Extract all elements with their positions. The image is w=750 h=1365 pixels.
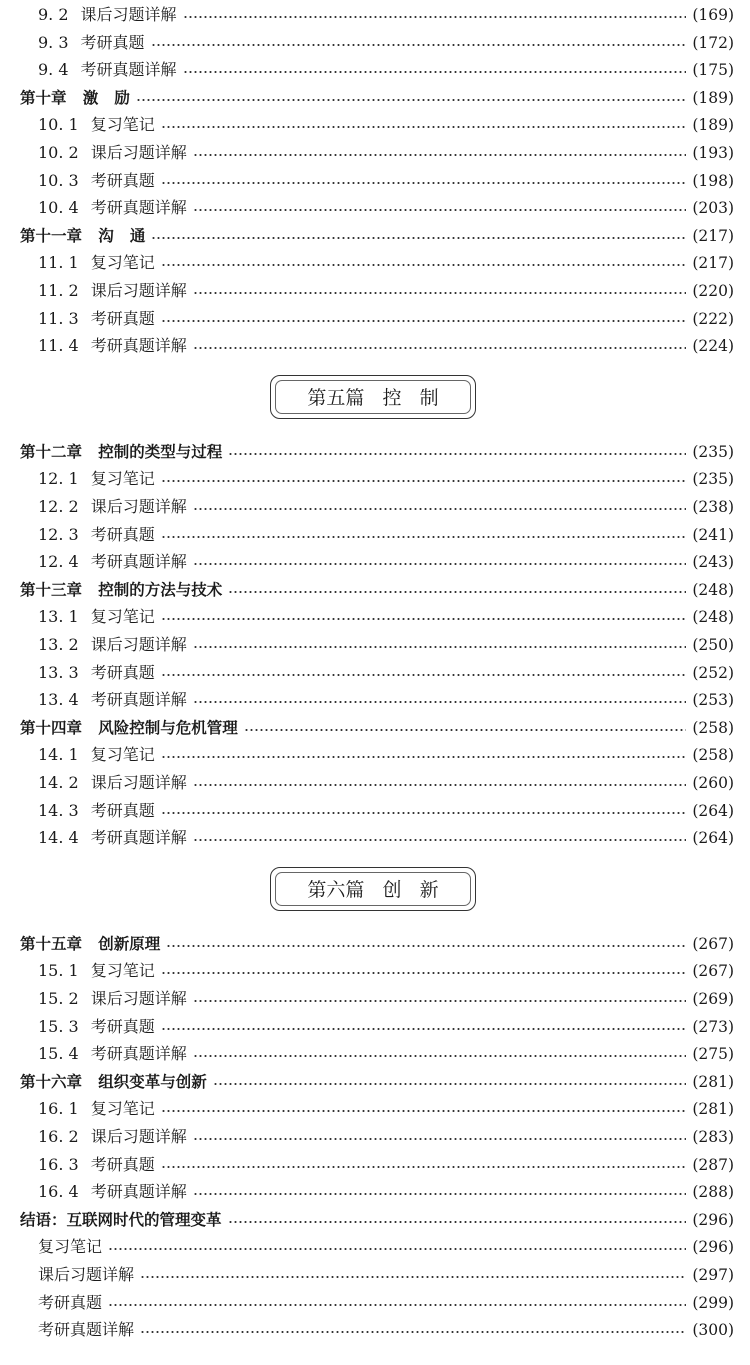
- page-number: (203): [692, 199, 734, 218]
- entry-label: 课后习题详解: [90, 635, 187, 654]
- entry-label: 复习笔记: [90, 1099, 155, 1119]
- dot-leader: [193, 292, 687, 294]
- entry-number: 10. 3: [38, 170, 79, 190]
- entry-number: 13. 1: [38, 607, 79, 627]
- entry-number: 11. 4: [38, 336, 79, 356]
- dot-leader: [244, 729, 687, 731]
- entry-number: 9. 3: [38, 32, 69, 52]
- entry-number: 11. 1: [38, 253, 79, 273]
- dot-leader: [183, 71, 687, 73]
- entry-label: 考研真题: [90, 800, 155, 820]
- toc-section-entry: [0, 1152, 750, 1178]
- entry-number: 13. 4: [38, 690, 79, 710]
- toc-section-entry: [0, 660, 750, 686]
- page-number: (300): [692, 1321, 734, 1340]
- entry-label: 课后习题详解: [80, 5, 177, 24]
- entry-title: [38, 660, 155, 686]
- entry-title: [38, 632, 187, 658]
- entry-number: 10. 2: [38, 143, 79, 162]
- entry-title: [38, 168, 155, 194]
- page-number: (281): [692, 1072, 734, 1091]
- entry-title: [38, 986, 187, 1012]
- entry-label: 考研真题: [90, 308, 155, 328]
- page-number: (264): [692, 829, 734, 848]
- toc-chapter-entry: [0, 577, 750, 603]
- entry-label: 考研真题详解: [80, 60, 177, 80]
- entry-title: [38, 604, 155, 630]
- page-number: (238): [692, 498, 734, 516]
- entry-number: 16. 1: [38, 1099, 79, 1119]
- entry-title: [20, 85, 130, 111]
- toc-chapter-entry: [0, 1207, 750, 1233]
- entry-title: [38, 1041, 187, 1067]
- entry-title: [38, 333, 187, 359]
- entry-label: 考研真题详解: [90, 552, 187, 572]
- page-number: (260): [692, 774, 734, 792]
- entry-label: 课后习题详解: [90, 497, 187, 516]
- entry-title: [38, 549, 187, 575]
- page-number: (287): [692, 1155, 734, 1174]
- entry-title: [38, 825, 187, 851]
- dot-leader: [193, 1138, 687, 1140]
- entry-number: 11. 2: [38, 281, 79, 300]
- dot-leader: [151, 44, 687, 46]
- toc-section-entry: [0, 2, 750, 28]
- part-title: 第六篇 创 新: [307, 879, 439, 902]
- entry-label: 考研真题: [90, 1016, 155, 1036]
- page-number: (175): [692, 61, 734, 80]
- entry-title: [20, 1069, 207, 1095]
- page-number: (217): [692, 226, 734, 245]
- entry-number: 14. 2: [38, 773, 79, 792]
- entry-label: 考研真题: [90, 524, 155, 544]
- page-number: (252): [692, 663, 734, 682]
- entry-title: [38, 57, 177, 83]
- entry-title: [20, 439, 222, 465]
- toc-section-entry: [0, 770, 750, 796]
- entry-title: [38, 798, 155, 824]
- dot-leader: [108, 1248, 686, 1250]
- dot-leader: [161, 972, 687, 974]
- toc-section-entry: [0, 466, 750, 492]
- entry-title: [38, 1152, 155, 1178]
- entry-title: [38, 278, 187, 304]
- entry-title: [38, 494, 187, 520]
- page-number: (296): [692, 1210, 734, 1229]
- toc-section-entry: [0, 57, 750, 83]
- entry-label: 课后习题详解: [90, 989, 187, 1008]
- toc-chapter-entry: [0, 439, 750, 465]
- part-title: 第五篇 控 制: [307, 387, 439, 410]
- entry-title: [20, 223, 145, 249]
- page-number: (296): [692, 1238, 734, 1257]
- dot-leader: [228, 1221, 687, 1223]
- entry-number: 10. 1: [38, 115, 79, 135]
- entry-label: 考研真题详解: [90, 828, 187, 848]
- dot-leader: [193, 154, 687, 156]
- dot-leader: [161, 536, 687, 538]
- page-number: (283): [692, 1128, 734, 1146]
- toc-chapter-entry: [0, 85, 750, 111]
- dot-leader: [136, 99, 686, 101]
- entry-label: 课后习题详解: [38, 1265, 135, 1284]
- entry-number: 15. 3: [38, 1016, 79, 1036]
- dot-leader: [193, 701, 687, 703]
- dot-leader: [161, 264, 687, 266]
- entry-label: 复习笔记: [90, 961, 155, 981]
- dot-leader: [140, 1276, 686, 1278]
- toc-chapter-entry: [0, 931, 750, 957]
- toc-section-entry: [0, 140, 750, 166]
- dot-leader: [161, 320, 687, 322]
- entry-title: [38, 2, 177, 28]
- page-number: (243): [692, 553, 734, 572]
- dot-leader: [193, 563, 687, 565]
- dot-leader: [166, 945, 686, 947]
- toc-chapter-entry: [0, 715, 750, 741]
- dot-leader: [161, 1110, 687, 1112]
- entry-label: 课后习题详解: [90, 773, 187, 792]
- entry-number: 12. 4: [38, 552, 79, 572]
- entry-title: [38, 195, 187, 221]
- page-number: (299): [692, 1293, 734, 1312]
- entry-number: 15. 2: [38, 989, 79, 1008]
- entry-title: [38, 306, 155, 332]
- entry-label: 第十四章 风险控制与危机管理: [20, 718, 238, 737]
- toc-section-entry: [0, 1290, 750, 1316]
- page-number: (248): [692, 580, 734, 599]
- entry-label: 复习笔记: [90, 253, 155, 273]
- entry-label: 复习笔记: [90, 745, 155, 765]
- page-number: (269): [692, 990, 734, 1008]
- toc-section-entry: [0, 522, 750, 548]
- toc-section-entry: [0, 333, 750, 359]
- page-number: (264): [692, 801, 734, 820]
- page-number: (235): [692, 470, 734, 489]
- entry-number: 10. 4: [38, 198, 79, 218]
- toc-section-entry: [0, 1124, 750, 1150]
- toc-section-entry: [0, 30, 750, 56]
- entry-label: 复习笔记: [90, 115, 155, 135]
- page-number: (189): [692, 116, 734, 135]
- toc-section-entry: [0, 549, 750, 575]
- entry-title: [20, 1207, 222, 1233]
- entry-label: 第十五章 创新原理: [20, 934, 161, 953]
- entry-title: [38, 1096, 155, 1122]
- toc-section-entry: [0, 1179, 750, 1205]
- dot-leader: [108, 1304, 686, 1306]
- page-number: (169): [692, 6, 734, 24]
- entry-number: 12. 2: [38, 497, 79, 516]
- page-number: (198): [692, 171, 734, 190]
- page-number: (250): [692, 636, 734, 654]
- toc-section-entry: [0, 1041, 750, 1067]
- entry-label: 课后习题详解: [90, 143, 187, 162]
- dot-leader: [193, 784, 687, 786]
- entry-title: [20, 931, 160, 957]
- entry-label: 课后习题详解: [90, 281, 187, 300]
- page-number: (267): [692, 934, 734, 953]
- entry-number: 12. 3: [38, 524, 79, 544]
- entry-title: [38, 1179, 187, 1205]
- toc-section-entry: [0, 742, 750, 768]
- entry-number: 16. 4: [38, 1182, 79, 1202]
- entry-label: 第十三章 控制的方法与技术: [20, 580, 223, 599]
- toc-section-entry: [0, 1234, 750, 1260]
- part-heading: [270, 867, 476, 911]
- page-number: (253): [692, 691, 734, 710]
- page-number: (193): [692, 144, 734, 162]
- entry-label: 课后习题详解: [90, 1127, 187, 1146]
- entry-number: 16. 3: [38, 1154, 79, 1174]
- dot-leader: [193, 1000, 687, 1002]
- page-number: (222): [692, 309, 734, 328]
- entry-number: 9. 2: [38, 5, 69, 24]
- entry-number: 15. 1: [38, 961, 79, 981]
- dot-leader: [183, 16, 687, 18]
- entry-number: 14. 1: [38, 745, 79, 765]
- entry-label: 复习笔记: [38, 1237, 103, 1257]
- entry-label: 第十六章 组织变革与创新: [20, 1072, 207, 1091]
- entry-label: 考研真题详解: [90, 690, 187, 710]
- entry-label: 考研真题: [80, 32, 145, 52]
- dot-leader: [193, 209, 687, 211]
- dot-leader: [161, 1028, 687, 1030]
- entry-title: [38, 1262, 134, 1288]
- entry-number: 14. 4: [38, 828, 79, 848]
- toc-section-entry: [0, 278, 750, 304]
- entry-number: 13. 3: [38, 662, 79, 682]
- entry-title: [38, 958, 155, 984]
- entry-label: 考研真题: [90, 1154, 155, 1174]
- toc-section-entry: [0, 306, 750, 332]
- page-number: (267): [692, 962, 734, 981]
- page-number: (258): [692, 718, 734, 737]
- toc-chapter-entry: [0, 223, 750, 249]
- dot-leader: [161, 756, 687, 758]
- toc-section-entry: [0, 798, 750, 824]
- dot-leader: [140, 1331, 686, 1333]
- page-number: (281): [692, 1100, 734, 1119]
- entry-label: 复习笔记: [90, 469, 155, 489]
- entry-number: 13. 2: [38, 635, 79, 654]
- entry-title: [38, 1014, 155, 1040]
- entry-label: 考研真题: [38, 1292, 103, 1312]
- dot-leader: [228, 591, 686, 593]
- entry-label: 考研真题详解: [38, 1320, 135, 1340]
- dot-leader: [193, 1193, 687, 1195]
- dot-leader: [161, 618, 687, 620]
- entry-title: [20, 577, 222, 603]
- toc-section-entry: [0, 494, 750, 520]
- dot-leader: [193, 347, 687, 349]
- entry-title: [38, 250, 155, 276]
- entry-title: [38, 112, 155, 138]
- entry-title: [38, 1124, 187, 1150]
- entry-label: 第十二章 控制的类型与过程: [20, 442, 223, 461]
- page-number: (224): [692, 337, 734, 356]
- toc-section-entry: [0, 112, 750, 138]
- entry-label: 考研真题: [90, 170, 155, 190]
- dot-leader: [193, 508, 687, 510]
- entry-label: 第十章 激 励: [20, 88, 130, 107]
- entry-label: 考研真题: [90, 662, 155, 682]
- toc-section-entry: [0, 604, 750, 630]
- toc-section-entry: [0, 986, 750, 1012]
- page-number: (275): [692, 1045, 734, 1064]
- page-number: (189): [692, 88, 734, 107]
- page-number: (220): [692, 282, 734, 300]
- dot-leader: [161, 1166, 687, 1168]
- page-number: (248): [692, 608, 734, 627]
- entry-label: 第十一章 沟 通: [20, 226, 146, 245]
- entry-label: 考研真题详解: [90, 336, 187, 356]
- entry-label: 复习笔记: [90, 607, 155, 627]
- dot-leader: [161, 812, 687, 814]
- page-number: (273): [692, 1017, 734, 1036]
- entry-title: [38, 140, 187, 166]
- toc-section-entry: [0, 250, 750, 276]
- entry-title: [38, 1290, 102, 1316]
- dot-leader: [193, 839, 687, 841]
- dot-leader: [193, 646, 687, 648]
- entry-title: [20, 715, 238, 741]
- entry-title: [38, 30, 145, 56]
- entry-number: 15. 4: [38, 1044, 79, 1064]
- dot-leader: [228, 453, 686, 455]
- toc-section-entry: [0, 1096, 750, 1122]
- page-number: (217): [692, 254, 734, 273]
- entry-number: 11. 3: [38, 308, 79, 328]
- toc-section-entry: [0, 958, 750, 984]
- dot-leader: [161, 674, 687, 676]
- toc-section-entry: [0, 825, 750, 851]
- toc-section-entry: [0, 1014, 750, 1040]
- entry-label: 考研真题详解: [90, 1044, 187, 1064]
- entry-number: 9. 4: [38, 60, 69, 80]
- entry-title: [38, 770, 187, 796]
- entry-title: [38, 1234, 102, 1260]
- part-heading: [270, 375, 476, 419]
- entry-label: 结语：互联网时代的管理变革: [20, 1210, 222, 1229]
- toc-section-entry: [0, 687, 750, 713]
- entry-label: 考研真题详解: [90, 198, 187, 218]
- toc-section-entry: [0, 168, 750, 194]
- toc-section-entry: [0, 1317, 750, 1343]
- toc-section-entry: [0, 195, 750, 221]
- page-number: (241): [692, 525, 734, 544]
- entry-title: [38, 1317, 134, 1343]
- entry-number: 14. 3: [38, 800, 79, 820]
- page-number: (258): [692, 746, 734, 765]
- entry-title: [38, 687, 187, 713]
- entry-number: 12. 1: [38, 469, 79, 489]
- entry-title: [38, 742, 155, 768]
- dot-leader: [213, 1083, 687, 1085]
- entry-title: [38, 466, 155, 492]
- dot-leader: [161, 126, 687, 128]
- page-number: (288): [692, 1183, 734, 1202]
- dot-leader: [151, 237, 686, 239]
- page-number: (297): [692, 1266, 734, 1284]
- entry-label: 考研真题详解: [90, 1182, 187, 1202]
- entry-number: 16. 2: [38, 1127, 79, 1146]
- dot-leader: [161, 480, 687, 482]
- dot-leader: [193, 1055, 687, 1057]
- toc-section-entry: [0, 1262, 750, 1288]
- page-number: (235): [692, 442, 734, 461]
- page-number: (172): [692, 33, 734, 52]
- entry-title: [38, 522, 155, 548]
- toc-chapter-entry: [0, 1069, 750, 1095]
- dot-leader: [161, 182, 687, 184]
- toc-section-entry: [0, 632, 750, 658]
